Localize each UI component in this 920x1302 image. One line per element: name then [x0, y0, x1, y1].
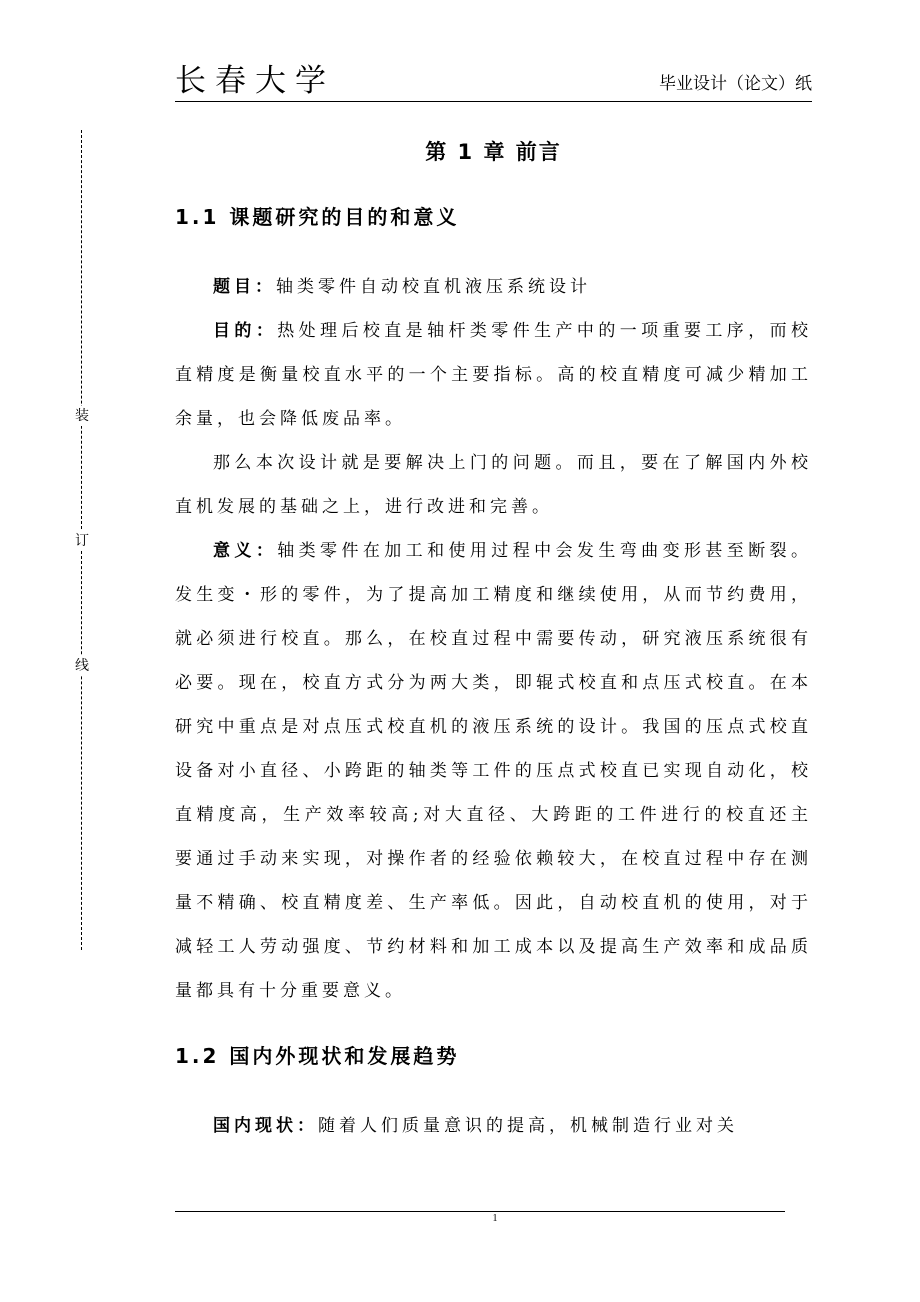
binding-mark-ding: 订	[72, 531, 92, 551]
topic-paragraph	[175, 265, 812, 309]
topic-text: 轴类零件自动校直机液压系统设计	[276, 277, 591, 297]
page-header	[175, 60, 812, 102]
section-title-1-1: 1.1 课题研究的目的和意义	[175, 205, 460, 229]
chapter-title: 第 1 章 前言	[425, 140, 562, 164]
status-text: 随着人们质量意识的提高，机械制造行业对关	[318, 1116, 738, 1136]
page-content	[175, 130, 812, 1148]
purpose-text: 热处理后校直是轴杆类零件生产中的一项重要工序，而校直精度是衡量校直水平的一个主要指标。高的校直精度可减少精加工余量，也会降低废品率。	[175, 321, 813, 429]
footer-rule	[175, 1211, 785, 1212]
status-label: 国内现状：	[213, 1116, 318, 1136]
topic-label: 题目：	[213, 277, 276, 297]
paper-subtitle: 毕业设计（论文）纸	[659, 74, 812, 94]
binding-mark-xian: 线	[72, 656, 92, 676]
meaning-paragraph	[175, 529, 812, 1013]
purpose-paragraph	[175, 309, 812, 441]
purpose-label: 目的：	[213, 321, 278, 341]
design-paragraph: 那么本次设计就是要解决上门的问题。而且，要在了解国内外校直机发展的基础之上，进行改进和完善。	[175, 453, 812, 517]
meaning-text: 轴类零件在加工和使用过程中会发生弯曲变形甚至断裂。发生变・形的零件，为了提高加工精度和继续使用，从而节约费用，就必须进行校直。那么，在校直过程中需要传动，研究液压系统很有必要。现在，校直方式分为两大类，即辊式校直和点压式校直。在本研究中重点是对点压式校直机的液压系统的设计。我国的压点式校直设备对小直径、小跨距的轴类等工件的压点式校直已实现自动化，校直精度高，生产效率较高;对大直径、大跨距的工件进行的校直还主要通过手动来实现，对操作者的经验依赖较大，在校直过程中存在测量不精确、校直精度差、生产率低。因此，自动校直机的使用，对于减轻工人劳动强度、节约材料和加工成本以及提高生产效率和成品质量都具有十分重要意义。	[175, 541, 813, 1001]
university-name: 长春大学	[175, 63, 335, 99]
meaning-label: 意义：	[213, 541, 278, 561]
page-number: 1	[492, 1213, 498, 1224]
binding-mark-zhuang: 装	[72, 406, 92, 426]
header-rule	[175, 101, 812, 102]
section-title-1-2: 1.2 国内外现状和发展趋势	[175, 1044, 460, 1068]
status-paragraph	[175, 1104, 812, 1148]
